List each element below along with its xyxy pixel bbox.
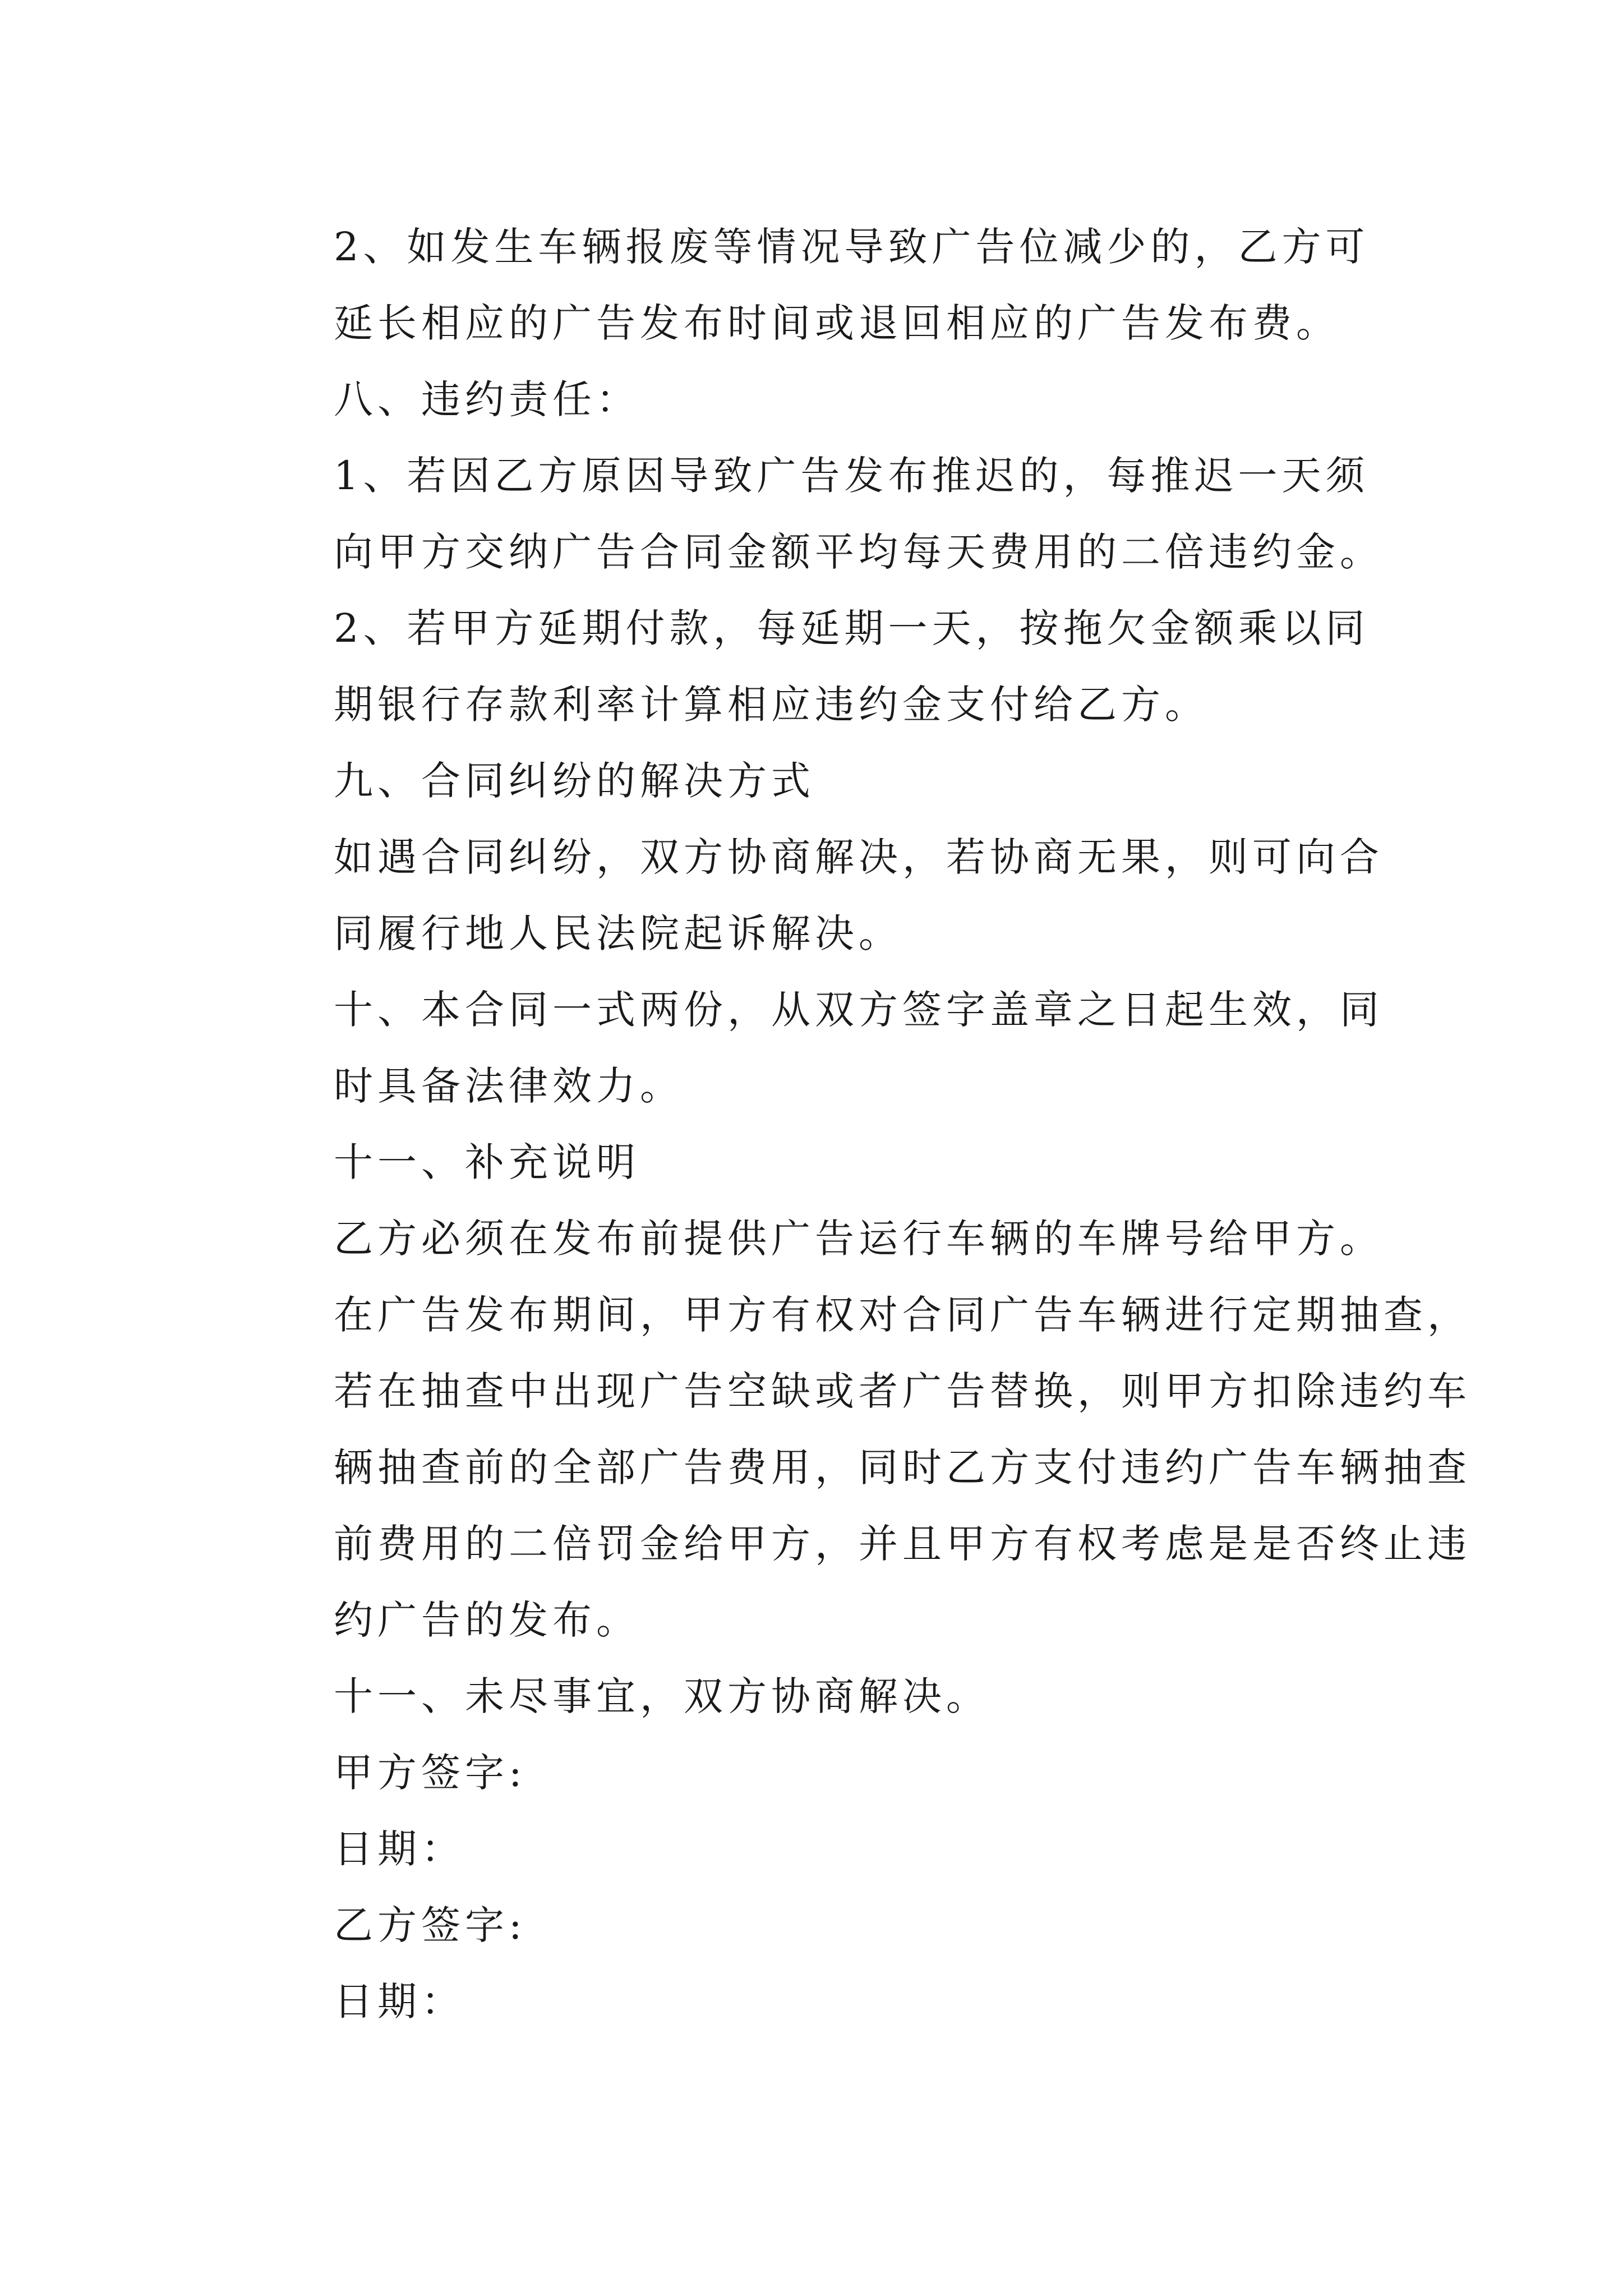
contract-body [250,209,1471,2040]
text-line: 约广告的发布。 [334,1597,640,1643]
text-line: 同履行地人民法院起诉解决。 [334,910,902,956]
text-line: 十一、补充说明 [334,1139,640,1185]
text-line: 乙方必须在发布前提供广告运行车辆的车牌号给甲方。 [334,1216,1384,1262]
liability-item-2 [250,590,1382,743]
section-other-matters [250,1658,1382,1734]
text-line: 时具备法律效力。 [334,1063,684,1109]
party-a-signature-label: 甲方签字: [334,1750,527,1796]
section-heading-liability [250,361,1382,438]
text-line: 向甲方交纳广告合同金额平均每天费用的二倍违约金。 [334,529,1384,575]
party-a-date-label: 日期： [334,1826,465,1872]
text-line: 如遇合同纠纷，双方协商解决，若协商无果，则可向合 [334,834,1384,880]
party-b-date-label: 日期： [334,1978,465,2024]
clause-7-item-2 [250,209,1382,361]
text-line: 2、如发生车辆报废等情况导致广告位减少的，乙方可 [334,224,1370,270]
supplement-clause [250,1200,1471,1658]
text-line: 在广告发布期间，甲方有权对合同广告车辆进行定期抽查， [334,1292,1471,1338]
party-b-signature-label: 乙方签字: [334,1902,527,1948]
liability-item-1 [250,438,1382,590]
section-heading-supplement [250,1124,1382,1200]
text-line: 十一、未尽事宜，双方协商解决。 [334,1673,990,1719]
text-line: 十、本合同一式两份，从双方签字盖章之日起生效，同 [334,987,1384,1033]
section-heading-dispute [250,743,1382,819]
section-copies-validity [250,972,1382,1124]
text-line: 八、违约责任： [334,376,640,422]
text-line: 若在抽查中出现广告空缺或者广告替换，则甲方扣除违约车 [334,1368,1471,1414]
text-line: 1、若因乙方原因导致广告发布推迟的，每推迟一天须 [334,453,1370,499]
text-line: 延长相应的广告发布时间或退回相应的广告发布费。 [334,300,1340,346]
dispute-clause [250,819,1382,972]
text-line: 期银行存款利率计算相应违约金支付给乙方。 [334,682,1209,728]
text-line: 2、若甲方延期付款，每延期一天，按拖欠金额乘以同 [334,605,1370,651]
text-line: 九、合同纠纷的解决方式 [334,758,815,804]
text-line: 辆抽查前的全部广告费用，同时乙方支付违约广告车辆抽查 [334,1444,1471,1490]
text-line: 前费用的二倍罚金给甲方，并且甲方有权考虑是是否终止违 [334,1521,1471,1567]
